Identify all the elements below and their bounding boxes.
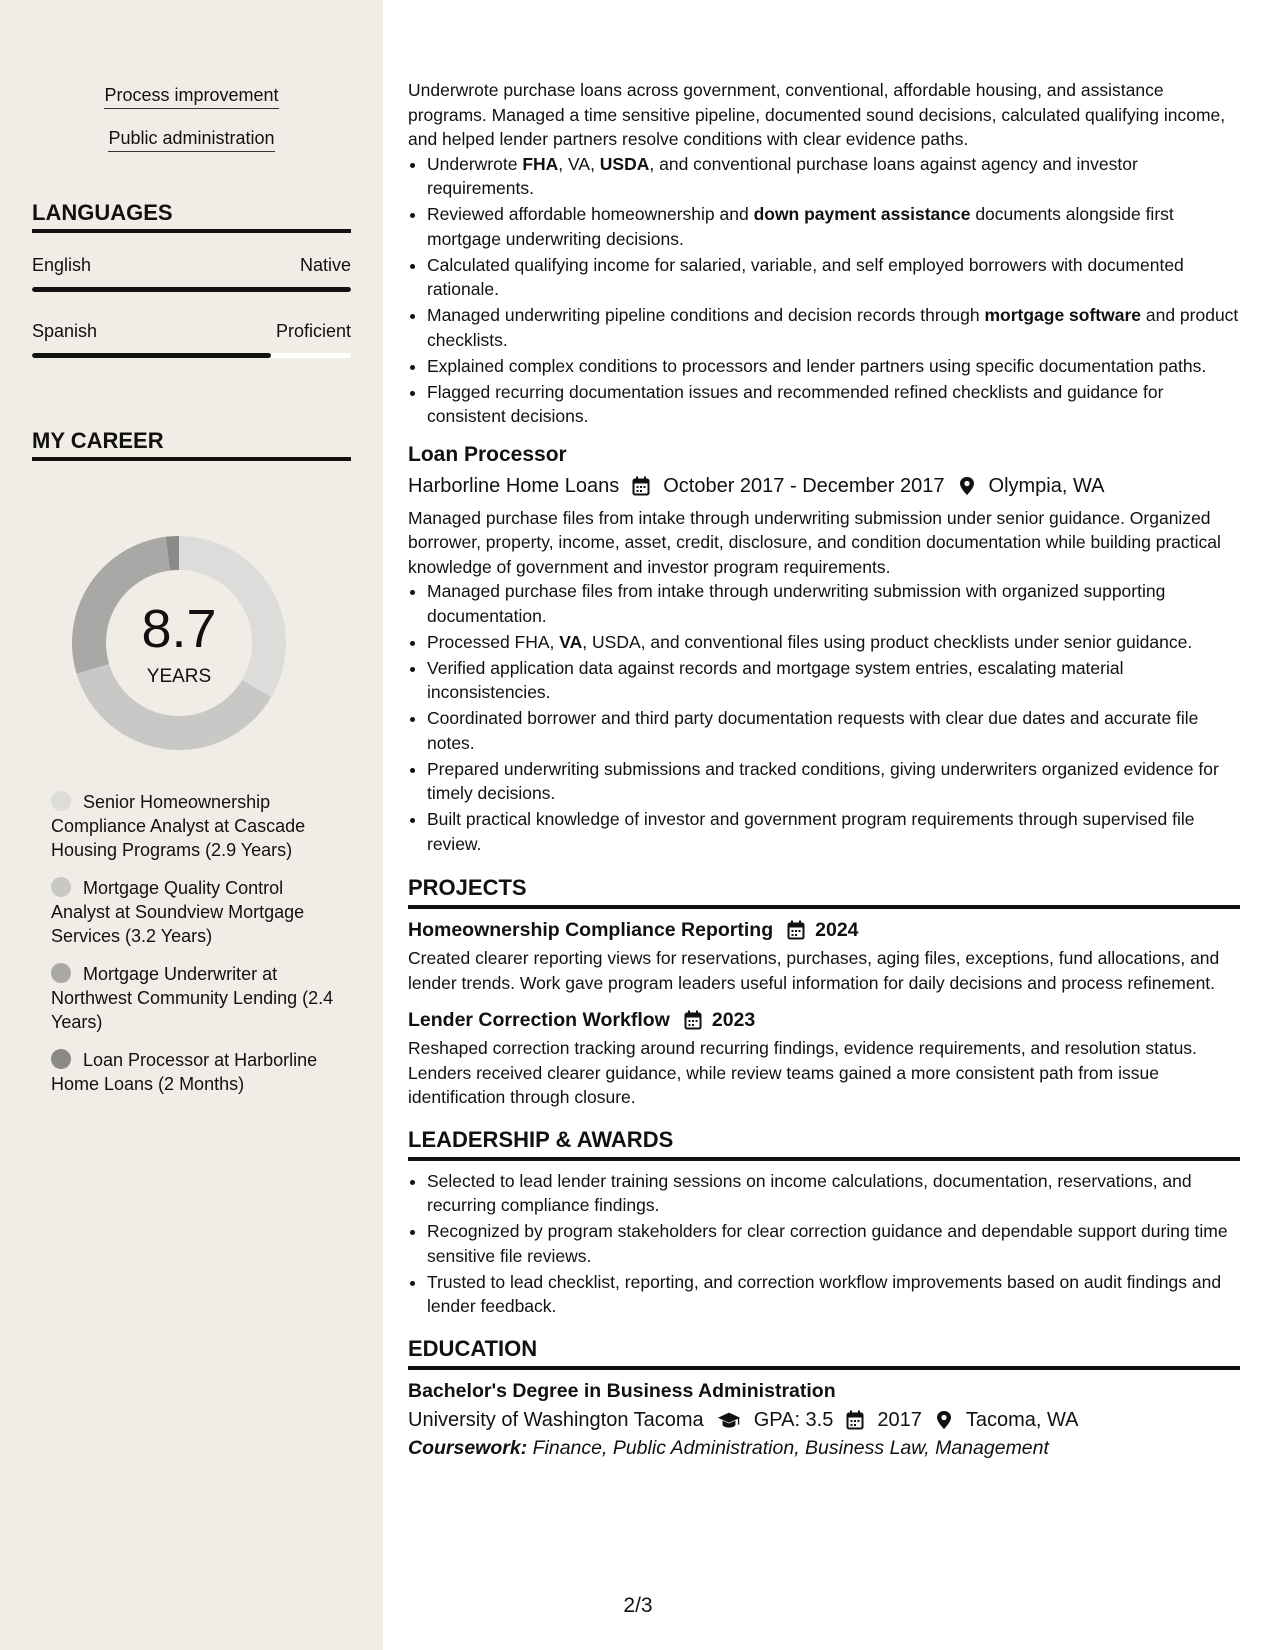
leadership-heading: LEADERSHIP & AWARDS (408, 1126, 1240, 1161)
career-heading: MY CAREER (32, 428, 351, 461)
education-school: University of Washington Tacoma (408, 1408, 704, 1431)
project-title-row (408, 917, 1240, 943)
calendar-icon (632, 476, 650, 496)
list-item: • Selected to lead lender training sessions on income calculations, documentation, reservations, and recurring compliance findings. (427, 1169, 1240, 1218)
page-number: 2/3 (623, 1594, 653, 1617)
language-name: English (32, 255, 92, 275)
job-title: Loan Processor (408, 442, 567, 466)
skill-tag: Public administration (0, 128, 383, 152)
main-content (408, 78, 1240, 1462)
language-name: Spanish (32, 321, 98, 341)
career-legend (51, 790, 341, 1110)
list-item: • Explained complex conditions to processors and lender partners using specific documentation paths. (427, 354, 1240, 379)
career-donut-chart (66, 530, 292, 756)
job-summary: Underwrote purchase loans across government, conventional, affordable housing, and assistance programs. Managed a time sensitive pipeline, documented sound decisions, calculated qualifying income, and helped lender partners resolve conditions with clear evidence paths. (408, 80, 1226, 149)
coursework-label: Coursework: (408, 1436, 528, 1459)
calendar-icon (787, 920, 805, 940)
legend-dot-icon (51, 963, 71, 983)
location-pin-icon (958, 476, 976, 496)
language-row (32, 255, 351, 276)
language-level: Native (299, 255, 351, 275)
job-dates: October 2017 - December 2017 (663, 474, 945, 497)
list-item: • Built practical knowledge of investor and government program requirements through supervised file review. (427, 807, 1240, 856)
job-bullet-list (408, 152, 1240, 429)
career-legend-item: Mortgage Underwriter at Northwest Community Lending (2.4 Years) (51, 964, 334, 1032)
list-item: • Managed purchase files from intake through underwriting submission with organized supporting documentation. (427, 579, 1240, 628)
job-meta (408, 472, 1240, 500)
career-legend-item: Senior Homeownership Compliance Analyst at Cascade Housing Programs (2.9 Years) (51, 792, 306, 860)
job-company: Harborline Home Loans (408, 474, 620, 497)
legend-dot-icon (51, 877, 71, 897)
list-item: • Managed underwriting pipeline conditions and decision records through mortgage software and product checklists. (427, 303, 1240, 352)
project-title: Homeownership Compliance Reporting (408, 919, 774, 941)
projects-heading: PROJECTS (408, 874, 1240, 909)
legend-dot-icon (51, 791, 71, 811)
career-total: 8.7 (141, 599, 217, 659)
language-proficiency-bar (32, 353, 351, 358)
language-row (32, 321, 351, 342)
list-item: • Trusted to lead checklist, reporting, and correction workflow improvements based on audit findings and lender feedback. (427, 1270, 1240, 1319)
language-proficiency-fill (32, 287, 351, 292)
language-proficiency-bar (32, 287, 351, 292)
coursework-list: Finance, Public Administration, Business Law, Management (532, 1436, 1049, 1459)
list-item: • Calculated qualifying income for salaried, variable, and self employed borrowers with documented rationale. (427, 253, 1240, 302)
education-heading: EDUCATION (408, 1335, 1240, 1370)
list-item: • Flagged recurring documentation issues and recommended refined checklists and guidance for consistent decisions. (427, 380, 1240, 429)
skill-tag: Process improvement (0, 85, 383, 109)
calendar-icon (846, 1410, 864, 1430)
list-item: • Verified application data against records and mortgage system entries, escalating material inconsistencies. (427, 656, 1240, 705)
education-year: 2017 (877, 1408, 922, 1431)
legend-dot-icon (51, 1049, 71, 1069)
list-item: • Underwrote FHA, VA, USDA, and conventional purchase loans against agency and investor requirements. (427, 152, 1240, 201)
project-description: Reshaped correction tracking around recurring findings, evidence requirements, and resolution status. Lenders received clearer guidance, while review teams gained a more consistent path from issue identification through closure. (408, 1038, 1197, 1107)
language-level: Proficient (275, 321, 351, 341)
sidebar (0, 0, 383, 1650)
list-item: • Recognized by program stakeholders for clear correction guidance and dependable support during time sensitive file reviews. (427, 1219, 1240, 1268)
education-gpa: GPA: 3.5 (753, 1408, 834, 1431)
career-legend-item: Mortgage Quality Control Analyst at Soundview Mortgage Services (3.2 Years) (51, 878, 305, 946)
education-location: Tacoma, WA (965, 1408, 1079, 1431)
graduation-cap-icon (717, 1410, 741, 1430)
language-proficiency-fill (32, 353, 271, 358)
job-summary: Managed purchase files from intake through underwriting submission under senior guidance. Organized borrower, property, income, asset, credit, disclosure, and condition documentation while building practical knowledge of government and investor program requirements. (408, 507, 1221, 577)
education-degree: Bachelor's Degree in Business Administration (408, 1379, 836, 1402)
project-description: Created clearer reporting views for reservations, purchases, aging files, exceptions, fund allocations, and lender trends. Work gave program leaders useful information for daily decisions and process refinement. (408, 948, 1220, 993)
career-unit: YEARS (146, 666, 212, 687)
list-item: • Processed FHA, VA, USDA, and conventional files using product checklists under senior guidance. (427, 630, 1240, 655)
career-legend-item: Loan Processor at Harborline Home Loans (2 Months) (51, 1050, 318, 1094)
education-coursework (408, 1434, 1240, 1462)
languages-heading: LANGUAGES (32, 200, 351, 233)
job-bullet-list (408, 579, 1240, 856)
calendar-icon (684, 1010, 702, 1030)
list-item: • Prepared underwriting submissions and tracked conditions, giving underwriters organized evidence for timely decisions. (427, 757, 1240, 806)
project-title: Lender Correction Workflow (408, 1009, 670, 1031)
project-title-row (408, 1007, 1240, 1033)
project-year: 2024 (815, 919, 859, 941)
leadership-list (408, 1169, 1240, 1319)
project-year: 2023 (711, 1009, 756, 1031)
list-item: • Coordinated borrower and third party documentation requests with clear due dates and accurate file notes. (427, 706, 1240, 755)
list-item: • Reviewed affordable homeownership and down payment assistance documents alongside first mortgage underwriting decisions. (427, 202, 1240, 251)
location-pin-icon (935, 1410, 953, 1430)
job-location: Olympia, WA (988, 474, 1105, 497)
education-meta (408, 1406, 1240, 1434)
